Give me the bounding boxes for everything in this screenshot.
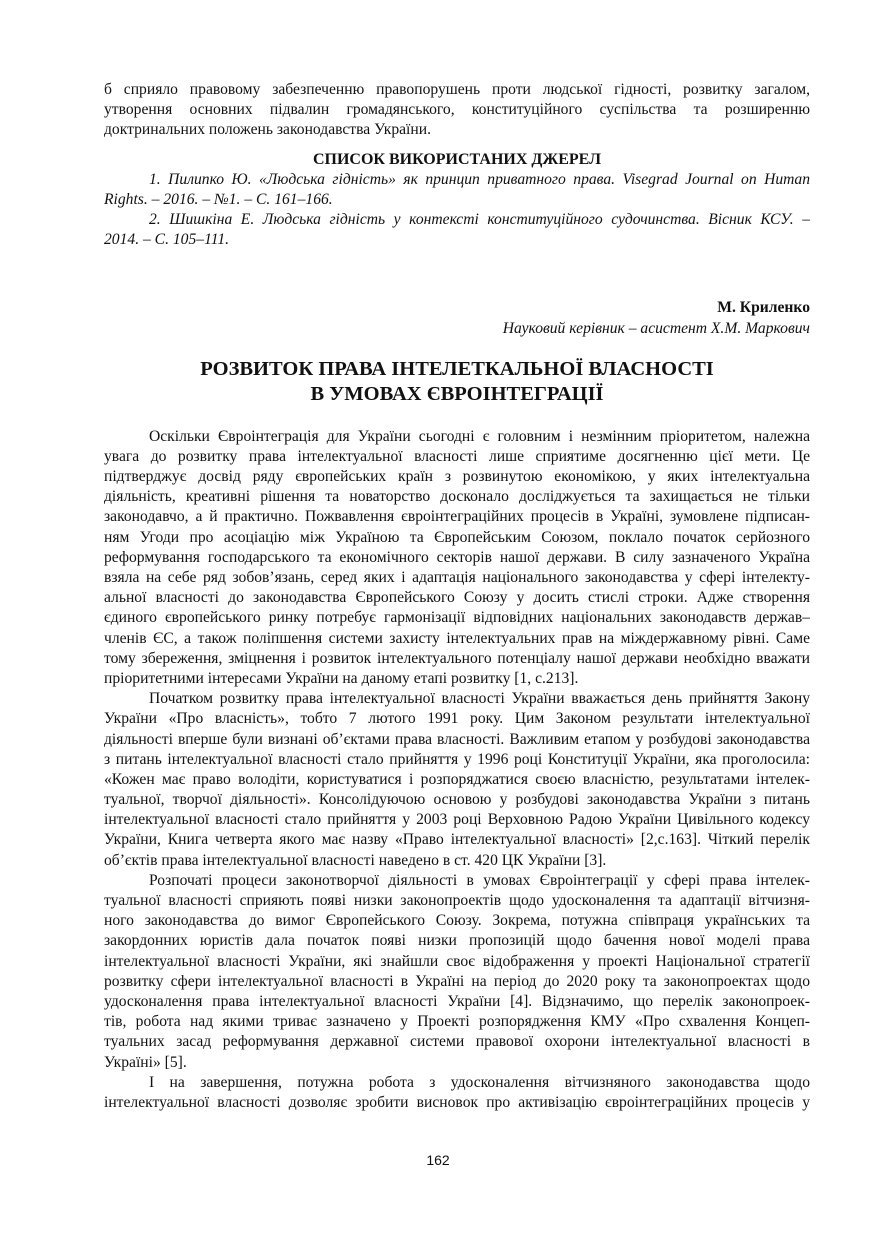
text-line: Україні» [5]. [104, 1053, 187, 1071]
text-line: «Кожен має право володіти, користуватися і розпоряджатися своєю власністю, результатами інтелек- [104, 770, 810, 788]
text-line: інтелектуальної власності дозволяє зробити висновок про активізацію євроінтеграційних процесів у [104, 1093, 810, 1111]
text-line: 2014. – С. 105–111. [104, 231, 230, 249]
text-line: законодавчо, а й практично. Пожвавлення євроінтеграційних процесів в Україні, зумовлене підписан- [104, 508, 810, 526]
text-line: увага до розвитку права інтелектуальної власності лише сприятиме досягненню цієї мети. Це [104, 447, 810, 465]
text-line: утворення основних підвалин громадянського, конституційного суспільства та розширенню [104, 101, 810, 119]
text-line: пріоритетними інтересами України на даному етапі розвитку [1, с.213]. [104, 669, 579, 687]
text-line: туальних засад реформування державної системи правової охорони інтелектуальної власності в [104, 1033, 810, 1051]
title-line: РОЗВИТОК ПРАВА ІНТЕЛЕТКАЛЬНОЇ ВЛАСНОСТІ [200, 357, 714, 380]
text-line: членів ЄС, а також поліпшення системи захисту інтелектуальних прав на міждержавному рівні. Саме [104, 629, 810, 647]
text-line: туальної, творчої діяльності». Консолідуючою основою у розбудові законодавства України з питань [104, 791, 810, 809]
text-line: 2. Шишкіна Е. Людська гідність у контексті конституційного судочинства. Вісник КСУ. – [149, 210, 810, 228]
text-line: з питань інтелектуальної власності стало прийняття у 1996 році Конституції України, яка проголосила: [104, 750, 810, 768]
title-line: В УМОВАХ ЄВРОІНТЕГРАЦІЇ [310, 382, 604, 405]
text-line: тому збереження, зміцнення і розвиток інтелектуального потенціалу нашої держави необхідно вважати [104, 649, 810, 667]
reference-item [104, 210, 810, 250]
references-section [104, 150, 810, 251]
text-line: Розпочаті процеси законотворчої діяльності в умовах Євроінтеграції у сфері права інтелек- [149, 871, 810, 889]
text-line: ням Угоди про асоціацію між Україною та Європейським Союзом, поклало початок серйозного [104, 528, 810, 546]
body-paragraph [104, 871, 810, 1073]
text-line: реформування господарського та економічного секторів нашої держави. В силу зазначеного Україна [104, 548, 810, 566]
author-block [104, 298, 810, 338]
text-line: інтелектуальної власності стало прийняття у 2003 році Верховною Радою України Цивільного кодексу [104, 811, 810, 829]
text-line: Оскільки Євроінтеграція для України сьогодні є головним і незмінним пріоритетом, належна [149, 427, 810, 445]
text-line: туальної власності сприяють появі низки законопроектів щодо удосконалення та адаптації вітчизня- [104, 892, 810, 909]
body-paragraph [104, 689, 810, 871]
reference-item [104, 170, 810, 210]
text-line: розвитку сфери інтелектуальної власності в Україні на період до 2020 року та законопроектах щодо [104, 972, 810, 990]
text-line: удосконалення права інтелектуальної власності України [4]. Відзначимо, що перелік законопроек- [104, 992, 810, 1010]
text-line: альної власності до законодавства Європейського Союзу у досить стислі строки. Адже створення [104, 589, 810, 607]
text-line: закордонних юристів дала початок появі низки пропозицій щодо бачення нової моделі права [104, 932, 810, 950]
text-line: України, Книга четверта якого має назву «Право інтелектуальної власності» [2,с.163]. Чіткий перелік [104, 831, 810, 849]
text-line: діяльність, креативні рішення та новаторство досконало досліджується та захищається не тільки [104, 488, 810, 506]
text-line: підтверджує досвід ряду європейських країн з розвинутою економікою, у яких інтелектуальна [104, 468, 810, 486]
page-number: 162 [426, 1152, 450, 1168]
text-line: І на завершення, потужна робота з удосконалення вітчизняного законодавства щодо [149, 1073, 810, 1091]
article-title [104, 357, 810, 407]
author-name: М. Криленко [717, 299, 810, 317]
text-line: тів, робота над якими триває зазначено у Проекті розпорядження КМУ «Про схвалення Концеп- [104, 1013, 810, 1031]
body-paragraph [104, 1073, 810, 1113]
text-line: інтелектуальної власності України, які знайшли своє відображення у проекті Національної стратегії [104, 952, 810, 970]
text-line: діяльності вперше були визнані об’єктами права власності. Важливим етапом у розбудові законодавства [104, 730, 810, 748]
document-page [104, 80, 810, 1113]
supervisor: Науковий керівник – асистент Х.М. Маркович [502, 319, 810, 337]
body-paragraph [104, 427, 810, 689]
text-line: взяла на себе ряд зобов’язань, серед яких і адаптація національного законодавства у сфері інтелекту- [104, 569, 810, 586]
text-line: єдиного європейського ринку потребує гармонізації відповідних національних законодавств держав– [104, 609, 810, 627]
text-line: Початком розвитку права інтелектуальної власності України вважається день прийняття Закону [149, 690, 810, 708]
text-line: доктринальних положень законодавства України. [104, 121, 431, 139]
text-line: Rights. – 2016. – №1. – С. 161–166. [104, 190, 333, 208]
text-line: України «Про власність», тобто 7 лютого 1991 року. Цим Законом результати інтелектуальної [104, 710, 810, 728]
text-line: об’єктів права інтелектуальної власності наведено в ст. 420 ЦК України [3]. [104, 851, 607, 869]
text-line: ного законодавства до вимог Європейського Союзу. Зокрема, потужна співпраця українських та [104, 912, 810, 930]
text-line: б сприяло правовому забезпеченню правопорушень проти людської гідності, розвитку загалом, [104, 81, 810, 98]
intro-paragraph [104, 80, 810, 141]
references-heading: СПИСОК ВИКОРИСТАНИХ ДЖЕРЕЛ [312, 150, 602, 168]
text-line: 1. Пилипко Ю. «Людська гідність» як принцип приватного права. Visegrad Journal on Human [149, 170, 810, 188]
